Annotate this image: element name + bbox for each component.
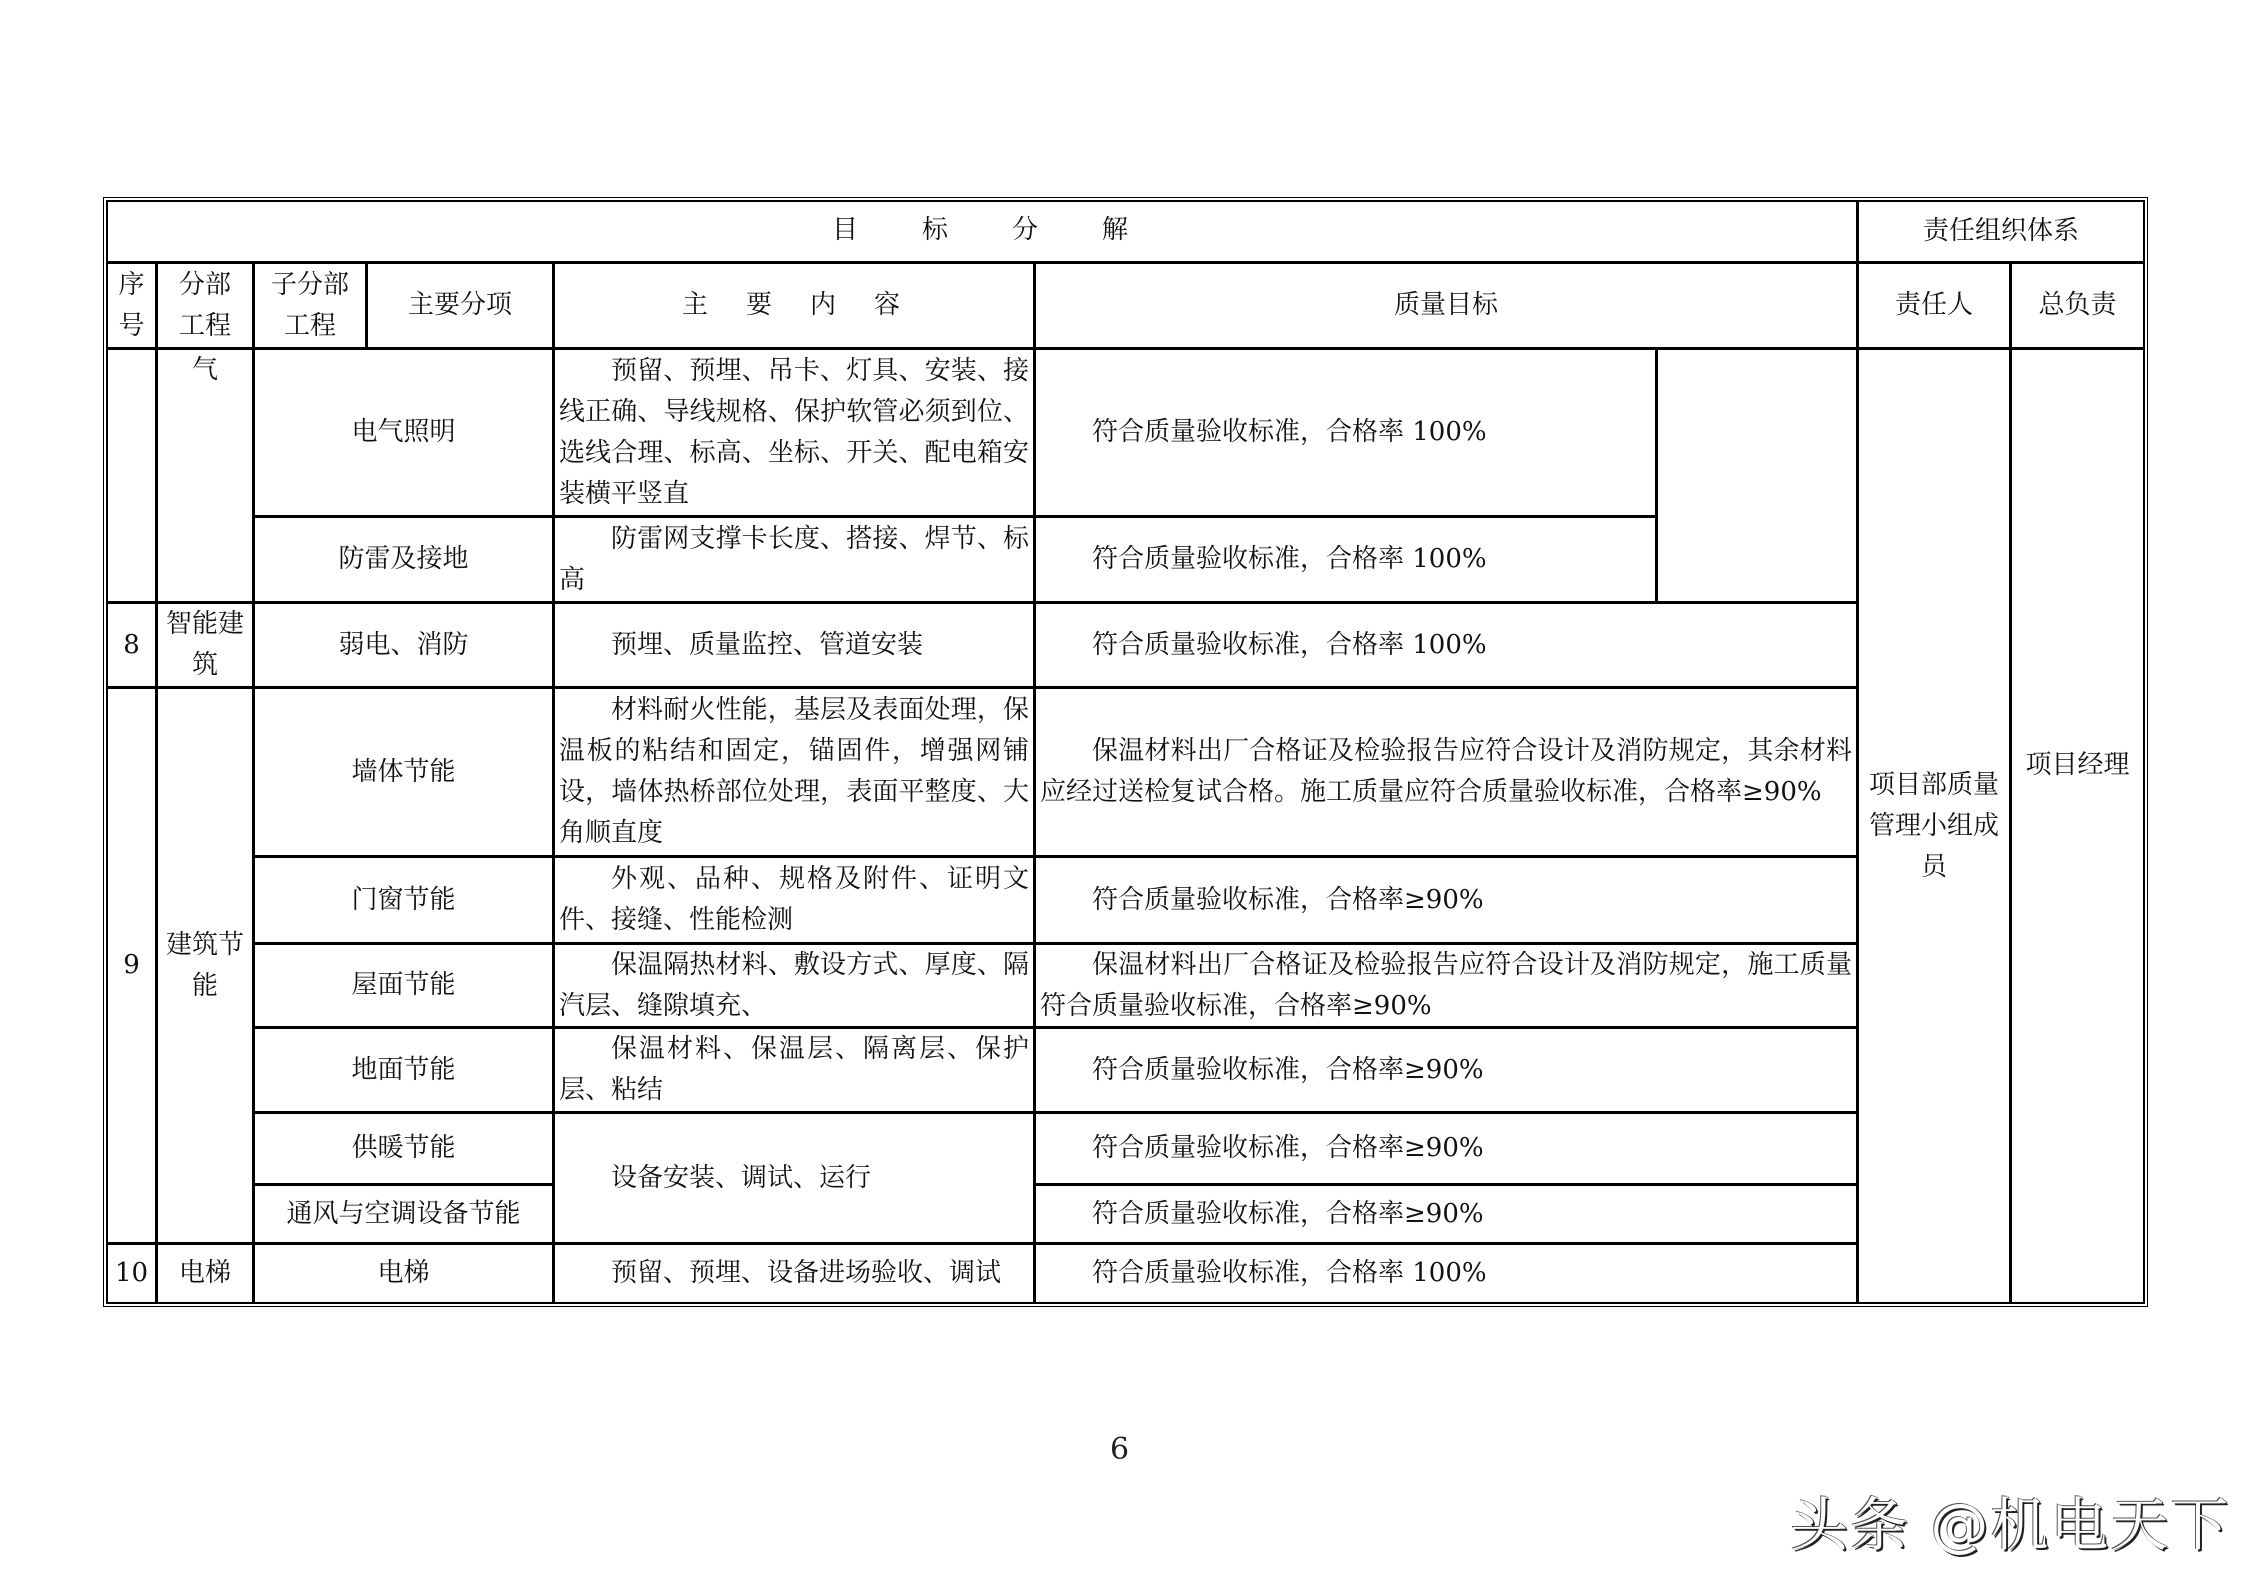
content-cell-elevator: 预留、预埋、设备进场验收、调试: [555, 1245, 1036, 1302]
seq-cell-electrical: [108, 350, 158, 604]
content-cell-lightning-grounding: 防雷网支撑卡长度、搭接、焊节、标高: [555, 518, 1036, 604]
page-number: 6: [1110, 1432, 1130, 1467]
overall-responsible-cell: 项目经理: [2025, 749, 2130, 780]
content-cell-roof-energy: 保温隔热材料、敷设方式、厚度、隔汽层、缝隙填充、: [555, 945, 1036, 1029]
item-cell-lightning-grounding: 防雷及接地: [255, 518, 555, 604]
content-cell-heating-hvac: 设备安装、调试、运行: [555, 1114, 1036, 1245]
item-cell-wall-energy: 墙体节能: [255, 689, 555, 858]
goal-cell-lightning-grounding: 符合质量验收标准，合格率 100%: [1036, 518, 1658, 604]
header-sub-division: 子分部 工程: [255, 264, 368, 350]
watermark-text: 头条 @机电天下: [1790, 1491, 2231, 1559]
header-goal-breakdown: 目 标 分 解: [108, 202, 1859, 264]
seq-cell-9: 9: [108, 689, 158, 1245]
division-cell-elevator: 电梯: [158, 1245, 255, 1302]
header-quality-goal: 质量目标: [1036, 264, 1859, 350]
content-cell-door-window-energy: 外观、品种、规格及附件、证明文件、接缝、性能检测: [555, 858, 1036, 945]
division-cell-intelligent-building: 智能建筑: [158, 604, 255, 689]
header-division: 分部 工程: [158, 264, 255, 350]
item-cell-floor-energy: 地面节能: [255, 1029, 555, 1114]
division-cell-building-energy: 建筑节能: [158, 689, 255, 1245]
header-seq: 序 号: [108, 264, 158, 350]
header-responsible-person: 责任人: [1859, 264, 2012, 350]
goal-cell-roof-energy: 保温材料出厂合格证及检验报告应符合设计及消防规定，施工质量符合质量验收标准，合格率≥90%: [1036, 945, 1859, 1029]
seq-cell-10: 10: [108, 1245, 158, 1302]
item-cell-roof-energy: 屋面节能: [255, 945, 555, 1029]
item-cell-heating-energy: 供暖节能: [255, 1114, 555, 1186]
content-cell-floor-energy: 保温材料、保温层、隔离层、保护层、粘结: [555, 1029, 1036, 1114]
item-cell-hvac-energy: 通风与空调设备节能: [255, 1186, 555, 1245]
goal-cell-wall-energy: 保温材料出厂合格证及检验报告应符合设计及消防规定，其余材料应经过送检复试合格。施工质量应符合质量验收标准，合格率≥90%: [1036, 689, 1859, 858]
item-cell-electrical-lighting: 电气照明: [255, 350, 555, 518]
content-cell-weak-current-fire: 预埋、质量监控、管道安装: [555, 604, 1036, 689]
item-cell-door-window-energy: 门窗节能: [255, 858, 555, 945]
goal-cell-door-window-energy: 符合质量验收标准，合格率≥90%: [1036, 858, 1859, 945]
goal-empty-side-cell: [1658, 350, 1859, 604]
header-main-content: 主 要 内 容: [555, 264, 1036, 350]
header-overall-responsible: 总负责: [2012, 264, 2143, 350]
quality-goal-table: [106, 200, 2145, 1304]
header-main-item: 主要分项: [368, 264, 555, 350]
goal-cell-elevator: 符合质量验收标准，合格率 100%: [1036, 1245, 1859, 1302]
goal-cell-hvac-energy: 符合质量验收标准，合格率≥90%: [1036, 1186, 1859, 1245]
goal-cell-floor-energy: 符合质量验收标准，合格率≥90%: [1036, 1029, 1859, 1114]
item-cell-weak-current-fire: 弱电、消防: [255, 604, 555, 689]
goal-cell-heating-energy: 符合质量验收标准，合格率≥90%: [1036, 1114, 1859, 1186]
division-cell-electrical: 气: [158, 350, 255, 604]
goal-cell-weak-current-fire: 符合质量验收标准，合格率 100%: [1036, 604, 1859, 689]
header-responsibility-group: 责任组织体系: [1859, 202, 2143, 264]
content-cell-electrical-lighting: 预留、预埋、吊卡、灯具、安装、接线正确、导线规格、保护软管必须到位、选线合理、标高、坐标、开关、配电箱安装横平竖直: [555, 350, 1036, 518]
item-cell-elevator: 电梯: [255, 1245, 555, 1302]
responsible-person-cell: 项目部质量管理小组成员: [1859, 350, 2012, 1302]
seq-cell-8: 8: [108, 604, 158, 689]
content-cell-wall-energy: 材料耐火性能，基层及表面处理，保温板的粘结和固定，锚固件，增强网铺设，墙体热桥部位处理，表面平整度、大角顺直度: [555, 689, 1036, 858]
goal-cell-electrical-lighting: 符合质量验收标准，合格率 100%: [1036, 350, 1658, 518]
